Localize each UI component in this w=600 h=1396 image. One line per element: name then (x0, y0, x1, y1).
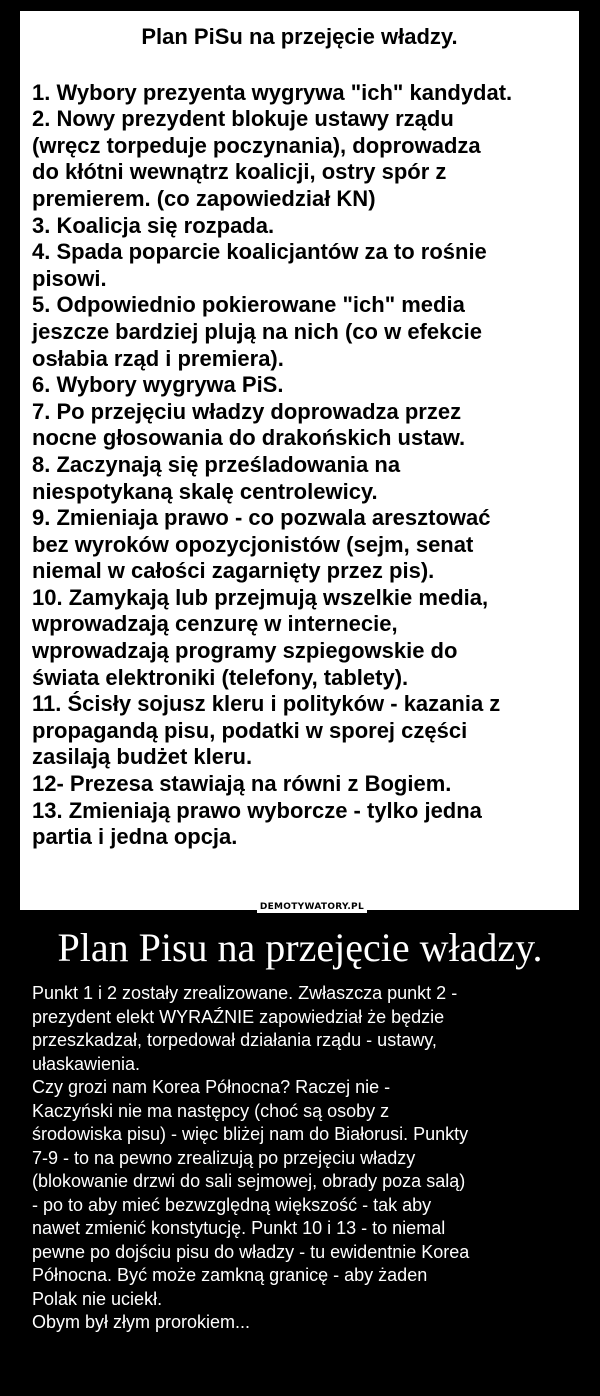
poster-line: do kłótni wewnątrz koalicji, ostry spór z (32, 159, 447, 185)
poster-image (20, 11, 579, 910)
caption-line: prezydent elekt WYRAŹNIE zapowiedział że będzie (32, 1006, 445, 1027)
poster-line: nocne głosowania do drakońskich ustaw. (32, 425, 466, 451)
caption-line: pewne po dojściu pisu do władzy - tu ewidentnie Korea (32, 1241, 470, 1262)
poster-line: (wręcz torpeduje poczynania), doprowadza (32, 132, 481, 158)
poster-line: 8. Zaczynają się prześladowania na (32, 451, 401, 477)
caption-line: Czy grozi nam Korea Północna? Raczej nie - (32, 1077, 391, 1097)
poster-line: partia i jedna opcja. (32, 824, 238, 850)
caption-title: Plan Pisu na przejęcie władzy. (57, 925, 543, 970)
poster-line: pisowi. (32, 265, 107, 291)
poster-line: 11. Ścisły sojusz kleru i polityków - kazania z (32, 691, 501, 717)
caption-line: Północna. Być może zamkną granicę - aby żaden (32, 1265, 428, 1285)
poster-line: 13. Zmieniają prawo wyborcze - tylko jedna (32, 797, 482, 823)
caption-line: Obym był złym prorokiem... (32, 1312, 251, 1332)
poster-line: 5. Odpowiednio pokierowane "ich" media (32, 292, 465, 318)
poster-title: Plan PiSu na przejęcie władzy. (141, 24, 458, 49)
caption-line: nawet zmienić konstytucję. Punkt 10 i 13 - to niemal (32, 1218, 446, 1238)
caption-line: przeszkadzał, torpedował działania rządu - ustawy, (32, 1030, 437, 1050)
poster-line: 10. Zamykają lub przejmują wszelkie media, (32, 584, 489, 610)
poster-line: niespotykaną skalę centrolewicy. (32, 478, 378, 504)
demotywatory-watermark: DEMOTYWATORY.PL (257, 901, 367, 913)
poster-line: 6. Wybory wygrywa PiS. (32, 372, 284, 398)
caption-line: - po to aby mieć bezwzględną większość - tak aby (32, 1194, 432, 1215)
poster-line: 1. Wybory prezyenta wygrywa "ich" kandydat. (32, 79, 513, 105)
caption-line: Kaczyński nie ma następcy (choć są osoby z (32, 1100, 390, 1121)
poster-line: świata elektroniki (telefony, tablety). (32, 664, 409, 690)
poster-line: wprowadzają cenzurę w internecie, (32, 611, 398, 637)
caption-line: Punkt 1 i 2 zostały zrealizowane. Zwłaszcza punkt 2 - (32, 983, 458, 1003)
poster-line: 3. Koalicja się rozpada. (32, 212, 275, 238)
caption-line: 7-9 - to na pewno zrealizują po przejęciu władzy (32, 1147, 416, 1168)
poster-line: wprowadzają programy szpiegowskie do (32, 638, 458, 664)
poster-line: 4. Spada poparcie koalicjantów za to rośnie (32, 239, 487, 265)
caption-body (32, 982, 577, 1335)
poster-line: 9. Zmieniaja prawo - co pozwala aresztować (32, 505, 491, 531)
poster-line: 12- Prezesa stawiają na równi z Bogiem. (32, 771, 452, 797)
poster-line: osłabia rząd i premiera). (32, 345, 284, 371)
caption-line: Polak nie uciekł. (32, 1288, 163, 1309)
poster-text-block (32, 80, 579, 851)
poster-line: jeszcze bardziej plują na nich (co w efekcie (32, 318, 482, 344)
poster-line: niemal w całości zagarnięty przez pis). (32, 558, 435, 584)
poster-line: propagandą pisu, podatki w sporej części (32, 717, 468, 743)
poster-line: premierem. (co zapowiedział KN) (32, 185, 376, 211)
caption-line: ułaskawienia. (32, 1053, 141, 1074)
poster-line: 7. Po przejęciu władzy doprowadza przez (32, 398, 462, 424)
poster-line: bez wyroków opozycjonistów (sejm, senat (32, 531, 474, 557)
caption-line: (blokowanie drzwi do sali sejmowej, obrady poza salą) (32, 1171, 466, 1191)
caption-line: środowiska pisu) - więc bliżej nam do Białorusi. Punkty (32, 1124, 469, 1144)
poster-line: 2. Nowy prezydent blokuje ustawy rządu (32, 106, 454, 132)
poster-line: zasilają budżet kleru. (32, 744, 253, 770)
